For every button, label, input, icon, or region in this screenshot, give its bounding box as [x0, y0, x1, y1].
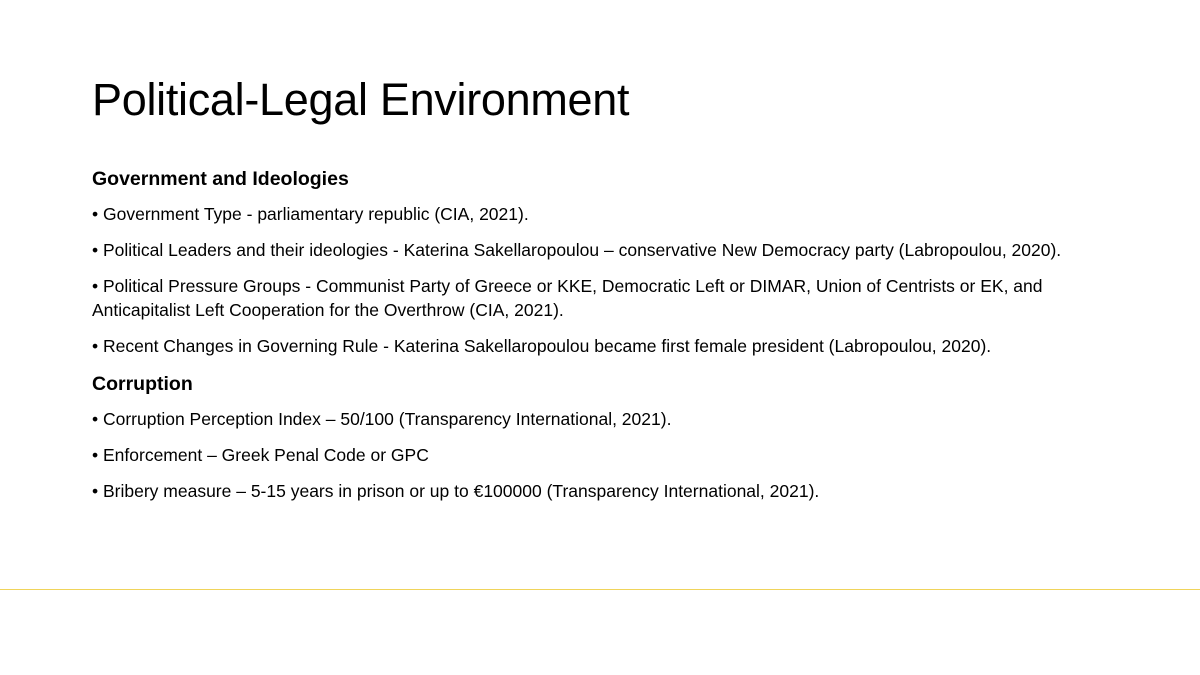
section-heading-corruption: Corruption: [92, 373, 193, 395]
slide-title: Political-Legal Environment: [92, 74, 630, 125]
bullet-enforcement: • Enforcement – Greek Penal Code or GPC: [92, 445, 429, 465]
bullet-bribery-measure: • Bribery measure – 5-15 years in prison or up to €100000 (Transparency International, 2021).: [92, 481, 820, 501]
bullet-governing-rule: • Recent Changes in Governing Rule - Katerina Sakellaropoulou became first female president (Labropoulou, 2020).: [92, 336, 992, 356]
bullet-corruption-index: • Corruption Perception Index – 50/100 (Transparency International, 2021).: [92, 409, 672, 429]
bullet-pressure-groups: • Political Pressure Groups - Communist Party of Greece or KKE, Democratic Left or DIMAR, Union of Centrists or EK, and Anticapitalist Left Cooperation for the Overthrow (CIA, 2021).: [92, 276, 1043, 320]
section-heading-government: Government and Ideologies: [92, 168, 349, 190]
bullet-political-leaders: • Political Leaders and their ideologies - Katerina Sakellaropoulou – conservative New Democracy party (Labropoulou, 2020).: [92, 240, 1062, 260]
footer-divider-line: [0, 589, 1200, 590]
bullet-government-type: • Government Type - parliamentary republic (CIA, 2021).: [92, 204, 529, 224]
slide-content: [92, 165, 1122, 515]
